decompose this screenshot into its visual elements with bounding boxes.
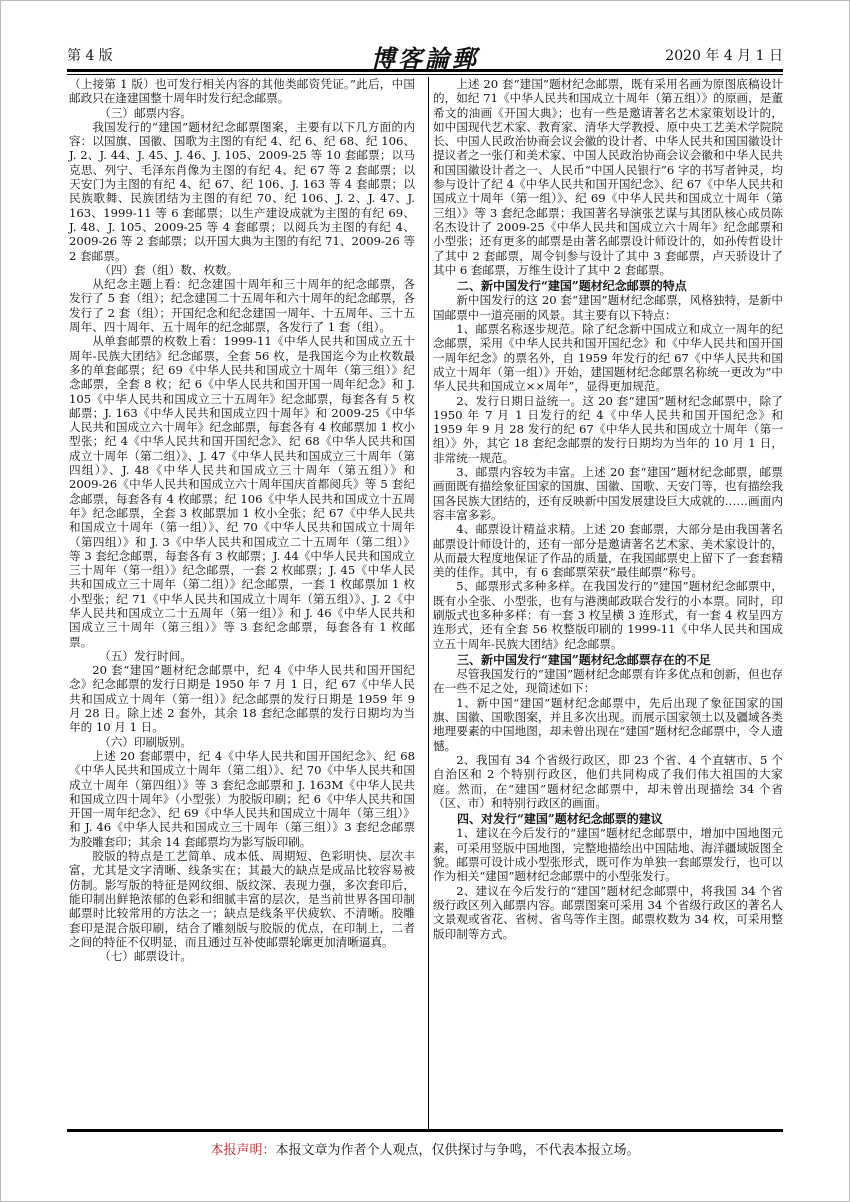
header-rule-thin: [67, 74, 783, 75]
paragraph: 1、邮票名称逐步规范。除了纪念新中国成立和成立一周年的纪念邮票，采用《中华人民共和国开国纪念》和《中华人民共和国开国一周年纪念》的票名外，自 1959 年发行的纪 67《中华人民共和国成立十周年（第一组）》开始，建国题材纪念邮票名称统一更改为“中华人民共和国成立××周年”，显得更加规范。: [433, 322, 783, 394]
paragraph: 尽管我国发行的“建国”题材纪念邮票有许多优点和创新，但也存在一些不足之处，现简述如下：: [433, 667, 783, 696]
paragraph: 上述 20 套“建国”题材纪念邮票，既有采用名画为原图底稿设计的，如纪 71《中华人民共和国成立十周年（第五组）》的原画，是董希文的油画《开国大典》；也有一些是邀请著名艺术家策划设计的，如中国现代艺术家、教育家、清华大学教授、原中央工艺美术学院院长、中国人民政治协商会议会徽的设计者、中华人民共和国国徽设计提议者之一张仃和美术家、中国人民政治协商会议会徽和中华人民共和国国徽设计者之一、人民币“中国人民银行”6 字的书写者钟灵，均参与设计了纪 4《中华人民共和国开国纪念》、纪 67《中华人民共和国成立十周年（第一组）》、纪 69《中华人民共和国成立十周年（第三组）》等 3 套纪念邮票；我国著名导演张艺谋与其团队核心成员陈名杰设计了 2009-25《中华人民共和国成立六十周年》纪念邮票和小型张；还有更多的邮票是由著名邮票设计师设计的，如孙传哲设计了其中 2 套邮票，周令钊参与设计了其中 3 套邮票，卢天骄设计了其中 6 套邮票，万维生设计了其中 2 套邮票。: [433, 77, 783, 277]
paragraph: 新中国发行的这 20 套“建国”题材纪念邮票，风格独特，是新中国邮票中一道亮丽的风景。其主要有以下特点：: [433, 293, 783, 322]
header-rule: [67, 69, 783, 72]
paragraph: 上述 20 套邮票中，纪 4《中华人民共和国开国纪念》、纪 68《中华人民共和国成立十周年（第二组）》、纪 70《中华人民共和国成立十周年（第四组）》等 3 套纪念邮票和 J. 163M《中华人民共和国成立四十周年》（小型张）为胶版印刷；纪 6《中华人民共和国开国一周年纪念》、纪 69《中华人民共和国成立十周年（第三组）》和 J. 46《中华人民共和国成立三十周年（第三组）》3 套纪念邮票为胶雕套印；其余 14 套邮票均为影写版印刷。: [69, 748, 415, 849]
section-heading: （七）邮票设计。: [99, 949, 192, 964]
paragraph: 5、邮票形式多种多样。在我国发行的“建国”题材纪念邮票中，既有小全张、小型张，也有与港澳邮政联合发行的小本票。同时，印刷版式也多种多样：有一套 3 枚呈横 3 连形式，有一套 4 枚呈四方连形式，还有全套 56 枚整版印刷的 1999-11《中华人民共和国成立五十周年-民族大团结》纪念邮票。: [433, 579, 783, 651]
disclaimer-label: 本报声明：: [210, 1143, 276, 1158]
paragraph: 2、建议在今后发行的“建国”题材纪念邮票中，将我国 34 个省级行政区列入邮票内容。邮票图案可采用 34 个省级行政区的著名人文景观或省花、省树、省鸟等作主图。邮票枚数为 34 枚，可采用整版印制等方式。: [433, 883, 783, 941]
column-divider: [428, 77, 429, 1129]
paragraph: 3、邮票内容较为丰富。上述 20 套“建国”题材纪念邮票，邮票画面既有描绘象征国家的国旗、国徽、国歌、天安门等，也有描绘我国各民族大团结的，还有反映新中国发展建设巨大成就的……画面内容丰富多彩。: [433, 465, 783, 522]
edition-label: 第 4 版: [67, 48, 113, 64]
footer-rule: [67, 1129, 783, 1132]
section-heading: （三）邮票内容。: [99, 105, 192, 120]
paragraph: （上接第 1 版）也可发行相关内容的其他类邮资凭证。”此后，中国邮政只在逢建国整十周年时发行纪念邮票。: [69, 77, 415, 106]
section-heading: （六）印刷版别。: [99, 734, 192, 749]
masthead-title: 博客論郵: [371, 44, 479, 73]
paragraph: 我国发行的“建国”题材纪念邮票图案，主要有以下几方面的内容：以国旗、国徽、国歌为主图的有纪 4、纪 6、纪 68、纪 106、J. 2、J. 44、J. 45、J. 46、J. 105、2009-25 等 10 套邮票；以马克思、列宁、毛泽东肖像为主图的有纪 4、纪 67 等 2 套邮票；以天安门为主图的有纪 4、纪 67、纪 106、J. 163 等 4 套邮票；以民族歌舞、民族团结为主图的有纪 70、纪 106、J. 2、J. 47、J. 163、1999-11 等 6 套邮票；以生产建设成就为主图的有纪 69、J. 48、J. 105、2009-25 等 4 套邮票；以阅兵为主图的有纪 4、2009-26 等 2 套邮票；以开国大典为主图的有纪 71、2009-26 等 2 套邮票。: [69, 119, 415, 263]
paragraph: 4、邮票设计精益求精。上述 20 套邮票，大部分是由我国著名邮票设计师设计的，还有一部分是邀请著名艺术家、美术家设计的，从而最大程度地保证了作品的质量，在我国邮票史上留下了一套套精美的佳作。其中，有 6 套邮票荣获“最佳邮票”称号。: [433, 522, 783, 580]
section-heading: （五）发行时间。: [99, 648, 192, 663]
issue-date: 2020 年 4 月 1 日: [665, 48, 783, 64]
paragraph: 1、新中国“建国”题材纪念邮票中，先后出现了象征国家的国旗、国徽、国歌图案，并且多次出现。而展示国家领土以及疆域各类地理要素的中国地图，却未曾出现在“建国”题材纪念邮票中，令人遗憾。: [433, 695, 783, 753]
paragraph: 2、发行日期日益统一。这 20 套“建国”题材纪念邮票中，除了 1950 年 7 月 1 日发行的纪 4《中华人民共和国开国纪念》和 1959 年 9 月 28 发行的纪 67《中华人民共和国成立十周年（第一组）》外，其它 18 套纪念邮票的发行日期均为当年的 10 月 1 日，非常统一规范。: [433, 393, 783, 465]
section-heading: （四）套（组）数、枚数。: [99, 262, 239, 277]
section-heading: 三、新中国发行“建国”题材纪念邮票存在的不足: [457, 652, 711, 667]
paragraph: 胶版的特点是工艺简单、成本低、周期短、色彩明快、层次丰富，尤其是文字清晰、线条实在；其最大的缺点是成品比较容易被仿制。影写版的特征是网纹细、版纹深、表现力强，多次套印后，能印制出鲜艳浓郁的色彩和细腻丰富的层次，是当前世界各国印制邮票时比较常用的方法之一；缺点是线条平伏疲软、不清晰。胶雕套印是混合版印刷，结合了雕刻版与胶版的优点，在印制上，二者之间的特征不仅明显，而且通过互补使邮票轮廓更加清晰逼真。: [69, 849, 415, 949]
paragraph: 2、我国有 34 个省级行政区，即 23 个省、4 个直辖市、5 个自治区和 2 个特别行政区，他们共同构成了我们伟大祖国的大家庭。然而，在“建国”题材纪念邮票中，却未曾出现描绘 34 个省（区、市）和特别行政区的画面。: [433, 752, 783, 810]
left-column: [69, 77, 415, 963]
paragraph: 1、建议在今后发行的“建国”题材纪念邮票中，增加中国地图元素，可采用竖版中国地图，完整地描绘出中国陆地、海洋疆域版图全貌。邮票可设计成小型张形式，既可作为单独一套邮票发行，也可以作为相关“建国”题材纪念邮票中的小型张发行。: [433, 826, 783, 884]
right-column: [433, 77, 783, 941]
disclaimer: [67, 1139, 783, 1158]
disclaimer-text: 本报文章为作者个人观点，仅供探讨与争鸣，不代表本报立场。: [275, 1143, 640, 1158]
paragraph: 从纪念主题上看：纪念建国十周年和三十周年的纪念邮票，各发行了 5 套（组）；纪念建国二十五周年和六十周年的纪念邮票，各发行了 2 套（组）；开国纪念和纪念建国一周年、十五周年、三十五周年、四十周年、五十周年的纪念邮票，各发行了 1 套（组）。: [69, 277, 415, 335]
page-header: [67, 39, 783, 73]
section-heading: 二、新中国发行“建国”题材纪念邮票的特点: [457, 279, 687, 294]
section-heading: 四、对发行“建国”题材纪念邮票的建议: [457, 812, 663, 827]
paragraph: 20 套“建国”题材纪念邮票中，纪 4《中华人民共和国开国纪念》纪念邮票的发行日期是 1950 年 7 月 1 日，纪 67《中华人民共和国成立十周年（第一组）》纪念邮票的发行日期是 1959 年 9 月 28 日。除上述 2 套外，其余 18 套纪念邮票的发行日期均为当年的 10 月 1 日。: [69, 663, 415, 735]
paragraph: 从单套邮票的枚数上看：1999-11《中华人民共和国成立五十周年-民族大团结》纪念邮票，全套 56 枚，是我国迄今为止枚数最多的单套邮票；纪 69《中华人民共和国成立十周年（第三组）》纪念邮票，全套 8 枚；纪 6《中华人民共和国开国一周年纪念》和 J. 105《中华人民共和国成立三十五周年》纪念邮票，每套各有 5 枚邮票；J. 163《中华人民共和国成立四十周年》和 2009-25《中华人民共和国成立六十周年》纪念邮票，每套各有 4 枚邮票加 1 枚小型张；纪 4《中华人民共和国开国纪念》、纪 68《中华人民共和国成立十周年（第二组）》、J. 47《中华人民共和国成立三十周年（第四组）》、J. 48《中华人民共和国成立三十周年（第五组）》和 2009-26《中华人民共和国成立六十周年国庆首都阅兵》等 5 套纪念邮票，每套各有 4 枚邮票；纪 106《中华人民共和国成立十五周年》纪念邮票，全套 3 枚邮票加 1 枚小全张；纪 67《中华人民共和国成立十周年（第一组）》、纪 70《中华人民共和国成立十周年（第四组）》和 J. 3《中华人民共和国成立二十五周年（第二组）》等 3 套纪念邮票，每套各有 3 枚邮票；J. 44《中华人民共和国成立三十周年（第一组）》纪念邮票，一套 2 枚邮票；J. 45《中华人民共和国成立三十周年（第二组）》纪念邮票，一套 1 枚邮票加 1 枚小型张；纪 71《中华人民共和国成立十周年（第五组）》、J. 2《中华人民共和国成立二十五周年（第一组）》和 J. 46《中华人民共和国成立三十周年（第三组）》等 3 套纪念邮票，每套各有 1 枚邮票。: [69, 334, 415, 649]
